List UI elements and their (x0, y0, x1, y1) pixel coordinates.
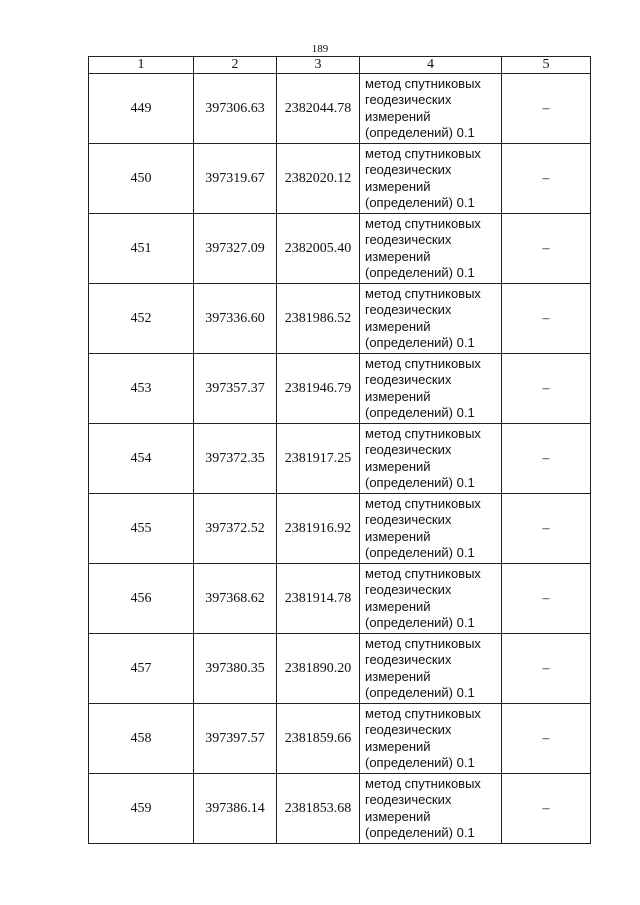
coordinate-x: 397380.35 (194, 634, 277, 704)
coordinate-y: 2382020.12 (277, 144, 360, 214)
header-cell-1: 1 (89, 57, 194, 74)
method-description: метод спутниковых геодезических измерений (определений) 0.1 (360, 144, 502, 214)
point-number: 459 (89, 774, 194, 844)
point-description: – (502, 424, 591, 494)
method-description: метод спутниковых геодезических измерений (определений) 0.1 (360, 424, 502, 494)
method-description: метод спутниковых геодезических измерений (определений) 0.1 (360, 634, 502, 704)
point-description: – (502, 634, 591, 704)
method-description: метод спутниковых геодезических измерений (определений) 0.1 (360, 774, 502, 844)
table-row (89, 74, 591, 144)
coordinate-x: 397319.67 (194, 144, 277, 214)
table-body (89, 74, 591, 844)
point-number: 451 (89, 214, 194, 284)
coordinate-x: 397372.52 (194, 494, 277, 564)
table-row (89, 774, 591, 844)
point-description: – (502, 494, 591, 564)
coordinate-y: 2381916.92 (277, 494, 360, 564)
coordinate-x: 397368.62 (194, 564, 277, 634)
coordinate-y: 2381946.79 (277, 354, 360, 424)
point-description: – (502, 144, 591, 214)
point-description: – (502, 564, 591, 634)
coordinate-x: 397327.09 (194, 214, 277, 284)
point-description: – (502, 284, 591, 354)
point-number: 457 (89, 634, 194, 704)
coordinate-y: 2381890.20 (277, 634, 360, 704)
method-description: метод спутниковых геодезических измерений (определений) 0.1 (360, 284, 502, 354)
coordinate-y: 2381914.78 (277, 564, 360, 634)
table-row (89, 284, 591, 354)
header-cell-3: 3 (277, 57, 360, 74)
point-description: – (502, 774, 591, 844)
table-row (89, 564, 591, 634)
point-description: – (502, 74, 591, 144)
point-number: 458 (89, 704, 194, 774)
header-cell-2: 2 (194, 57, 277, 74)
table-row (89, 214, 591, 284)
point-number: 455 (89, 494, 194, 564)
point-description: – (502, 214, 591, 284)
coordinate-x: 397306.63 (194, 74, 277, 144)
coordinate-x: 397397.57 (194, 704, 277, 774)
table-row (89, 494, 591, 564)
method-description: метод спутниковых геодезических измерений (определений) 0.1 (360, 74, 502, 144)
point-number: 453 (89, 354, 194, 424)
header-row (89, 57, 591, 74)
header-cell-5: 5 (502, 57, 591, 74)
coordinate-x: 397372.35 (194, 424, 277, 494)
method-description: метод спутниковых геодезических измерений (определений) 0.1 (360, 214, 502, 284)
method-description: метод спутниковых геодезических измерений (определений) 0.1 (360, 564, 502, 634)
coordinate-x: 397386.14 (194, 774, 277, 844)
page-number: 189 (311, 43, 329, 55)
table-row (89, 144, 591, 214)
header-cell-4: 4 (360, 57, 502, 74)
coordinate-y: 2381917.25 (277, 424, 360, 494)
coordinate-y: 2381859.66 (277, 704, 360, 774)
table-row (89, 354, 591, 424)
coordinate-y: 2382005.40 (277, 214, 360, 284)
point-number: 454 (89, 424, 194, 494)
method-description: метод спутниковых геодезических измерений (определений) 0.1 (360, 704, 502, 774)
point-number: 449 (89, 74, 194, 144)
coordinates-table (88, 56, 591, 844)
point-description: – (502, 354, 591, 424)
method-description: метод спутниковых геодезических измерений (определений) 0.1 (360, 494, 502, 564)
coordinate-y: 2381986.52 (277, 284, 360, 354)
coordinate-x: 397357.37 (194, 354, 277, 424)
point-number: 452 (89, 284, 194, 354)
coordinate-y: 2382044.78 (277, 74, 360, 144)
method-description: метод спутниковых геодезических измерений (определений) 0.1 (360, 354, 502, 424)
coordinate-y: 2381853.68 (277, 774, 360, 844)
point-description: – (502, 704, 591, 774)
table-row (89, 424, 591, 494)
table-row (89, 704, 591, 774)
point-number: 456 (89, 564, 194, 634)
table-row (89, 634, 591, 704)
point-number: 450 (89, 144, 194, 214)
coordinate-x: 397336.60 (194, 284, 277, 354)
